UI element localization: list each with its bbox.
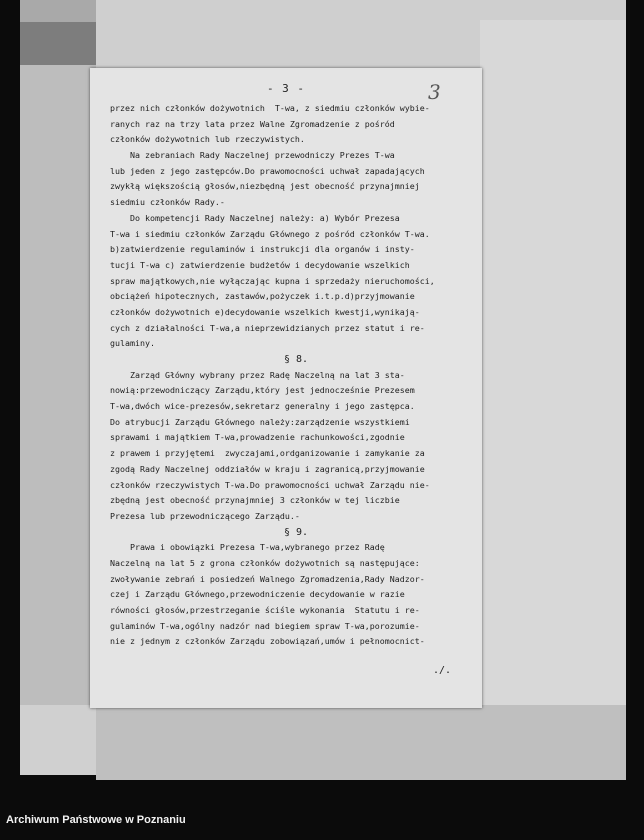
- text-line: gulaminów T-wa,ogólny nadzór nad biegiem spraw T-wa,porozumie-: [110, 620, 420, 631]
- page-number: - 3 -: [266, 82, 306, 95]
- background-sheet-left: [20, 65, 96, 705]
- text-line: sprawami i majątkiem T-wa,prowadzenie rachunkowości,zgodnie: [110, 432, 405, 443]
- text-line: członków rzeczywistych T-wa.Do prawomocności uchwał Zarządu nie-: [110, 479, 430, 490]
- text-line: Prezesa lub przewodniczącego Zarządu.-: [110, 510, 300, 521]
- text-line: nie z jednym z członków Zarządu zobowiązań,umów i pełnomocnict-: [110, 636, 425, 647]
- text-line: członków dożywotnich lub rzeczywistych.: [110, 134, 305, 145]
- text-line: Zarząd Główny wybrany przez Radę Naczelną na lat 3 sta-: [110, 369, 405, 380]
- text-line: gulaminy.: [110, 338, 155, 349]
- background-sheet-right: [480, 20, 626, 760]
- text-line: tucji T-wa c) zatwierdzenie budżetów i decydowanie wszelkich: [110, 259, 410, 270]
- text-line: Do kompetencji Rady Naczelnej należy: a) Wybór Prezesa: [110, 212, 400, 223]
- background-sheet-strip: [20, 0, 100, 22]
- text-line: przez nich członków dożywotnich T-wa, z siedmiu członków wybie-: [110, 103, 430, 113]
- text-line: Naczelną na lat 5 z grona członków dożywotnich są następujące:: [110, 557, 420, 568]
- text-line: Do atrybucji Zarządu Głównego należy:zarządzenie wszystkiemi: [110, 416, 410, 427]
- text-line: Na zebraniach Rady Naczelnej przewodniczy Prezes T-wa: [110, 150, 395, 161]
- text-line: zwoływanie zebrań i posiedzeń Walnego Zgromadzenia,Rady Nadzor-: [110, 573, 425, 584]
- archive-caption: Archiwum Państwowe w Poznaniu: [6, 814, 186, 826]
- text-line: członków dożywotnich e)decydowanie wszelkich kwestji,wynikają-: [110, 306, 420, 317]
- text-line: T-wa i siedmiu członków Zarządu Głównego z pośród członków T-wa.: [110, 228, 430, 239]
- handwritten-page-number: 3: [428, 80, 441, 104]
- text-line: Prawa i obowiązki Prezesa T-wa,wybranego przez Radę: [110, 542, 385, 553]
- text-line: ranych raz na trzy lata przez Walne Zgromadzenie z pośród: [110, 118, 395, 129]
- text-line: równości głosów,przestrzeganie ściśle wykonania Statutu i re-: [110, 605, 420, 615]
- closing-mark: ./.: [433, 665, 452, 676]
- typed-text-body: [110, 101, 482, 650]
- text-line: cych z działalności T-wa,a nieprzewidzianych przez statut i re-: [110, 322, 425, 333]
- text-line: b)zatwierdzenie regulaminów i instrukcji dla organów i insty-: [110, 244, 415, 255]
- text-line: zgodą Rady Naczelnej oddziałów w kraju i zagranicą,przyjmowanie: [110, 463, 425, 474]
- text-line: lub jeden z jego zastępców.Do prawomocności uchwał zapadających: [110, 165, 425, 176]
- text-line: spraw majątkowych,nie wyłączając kupna i sprzedaży nieruchomości,: [110, 275, 435, 286]
- background-sheet-bottom: [96, 705, 626, 780]
- text-line: obciążeń hipotecznych, zastawów,pożyczek i.t.p.d)przyjmowanie: [110, 291, 415, 302]
- text-line: T-wa,dwóch wice-prezesów,sekretarz generalny i jego zastępca.: [110, 401, 415, 412]
- text-line: czej i Zarządu Głównego,przewodniczenie decydowanie w razie: [110, 589, 405, 600]
- document-page: [90, 68, 482, 708]
- text-line: siedmiu członków Rady.-: [110, 197, 225, 208]
- text-line: zwykłą większością głosów,niezbędną jest obecność przynajmniej: [110, 181, 420, 192]
- text-line: zbędną jest obecność przynajmniej 3 członków w tej liczbie: [110, 495, 400, 506]
- section-heading: § 8.: [283, 354, 309, 365]
- text-line: nowią:przewodniczący Zarządu,który jest jednocześnie Prezesem: [110, 385, 415, 396]
- section-heading: § 9.: [283, 526, 309, 538]
- text-line: z prawem i przyjętemi zwyczajami,ordganizowanie i zamykanie za: [110, 448, 425, 459]
- background-strip-bottom: [20, 705, 96, 775]
- background-sheet-left-dark: [20, 22, 96, 66]
